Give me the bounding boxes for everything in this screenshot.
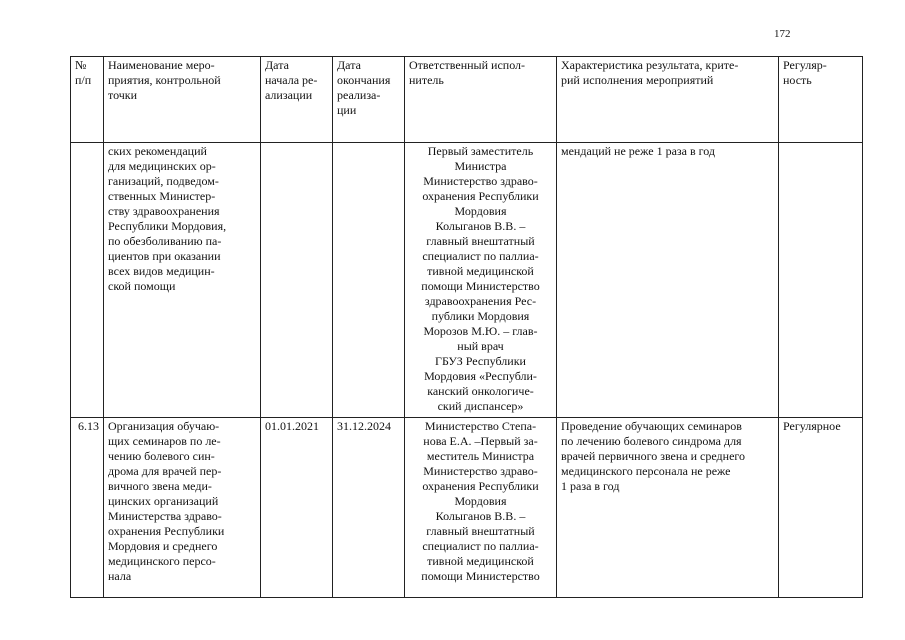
cell-regularity <box>779 143 863 418</box>
header-num: № п/п <box>71 57 104 143</box>
cell-result: мендаций не реже 1 раза в год <box>557 143 779 418</box>
cell-end-date: 31.12.2024 <box>333 418 405 598</box>
table-header-row <box>71 57 863 143</box>
header-result: Характеристика результата, крите- рий исполнения мероприятий <box>557 57 779 143</box>
cell-num <box>71 143 104 418</box>
cell-num: 6.13 <box>71 418 104 598</box>
header-start-date: Дата начала ре- ализации <box>261 57 333 143</box>
cell-name: ских рекомендаций для медицинских ор- ганизаций, подведом- ственных Министер- ству здравоохранения Республики Мордовия, по обезболиванию па- циентов при оказании всех видов медицин- ской помощи <box>104 143 261 418</box>
cell-start-date: 01.01.2021 <box>261 418 333 598</box>
cell-name: Организация обучаю- щих семинаров по ле- чению болевого син- дрома для врачей пер- вичного звена меди- цинских организаций Министерства здраво- охранения Республики Мордовия и среднего медицинского персо- нала <box>104 418 261 598</box>
cell-result: Проведение обучающих семинаров по лечению болевого синдрома для врачей первичного звена и среднего медицинского персонала не реже 1 раза в год <box>557 418 779 598</box>
cell-regularity: Регулярное <box>779 418 863 598</box>
cell-responsible: Министерство Степа- нова Е.А. –Первый за- меститель Министра Министерство здраво- охранения Республики Мордовия Колыганов В.В. – главный внештатный специалист по паллиа- тивной медицинской помощи Министерство <box>405 418 557 598</box>
header-end-date: Дата окончания реализа- ции <box>333 57 405 143</box>
header-responsible: Ответственный испол- нитель <box>405 57 557 143</box>
cell-responsible: Первый заместитель Министра Министерство здраво- охранения Республики Мордовия Колыганов В.В. – главный внештатный специалист по паллиа- тивной медицинской помощи Министерство здравоохранения Рес- публики Мордовия Морозов М.Ю. – глав- ный врач ГБУЗ Республики Мордовия «Республи- канский онкологиче- ский диспансер» <box>405 143 557 418</box>
cell-start-date <box>261 143 333 418</box>
page-number: 172 <box>774 28 791 40</box>
activities-table <box>70 56 863 598</box>
header-name: Наименование меро- приятия, контрольной точки <box>104 57 261 143</box>
header-regularity: Регуляр- ность <box>779 57 863 143</box>
table-row <box>71 418 863 598</box>
cell-end-date <box>333 143 405 418</box>
table-row <box>71 143 863 418</box>
